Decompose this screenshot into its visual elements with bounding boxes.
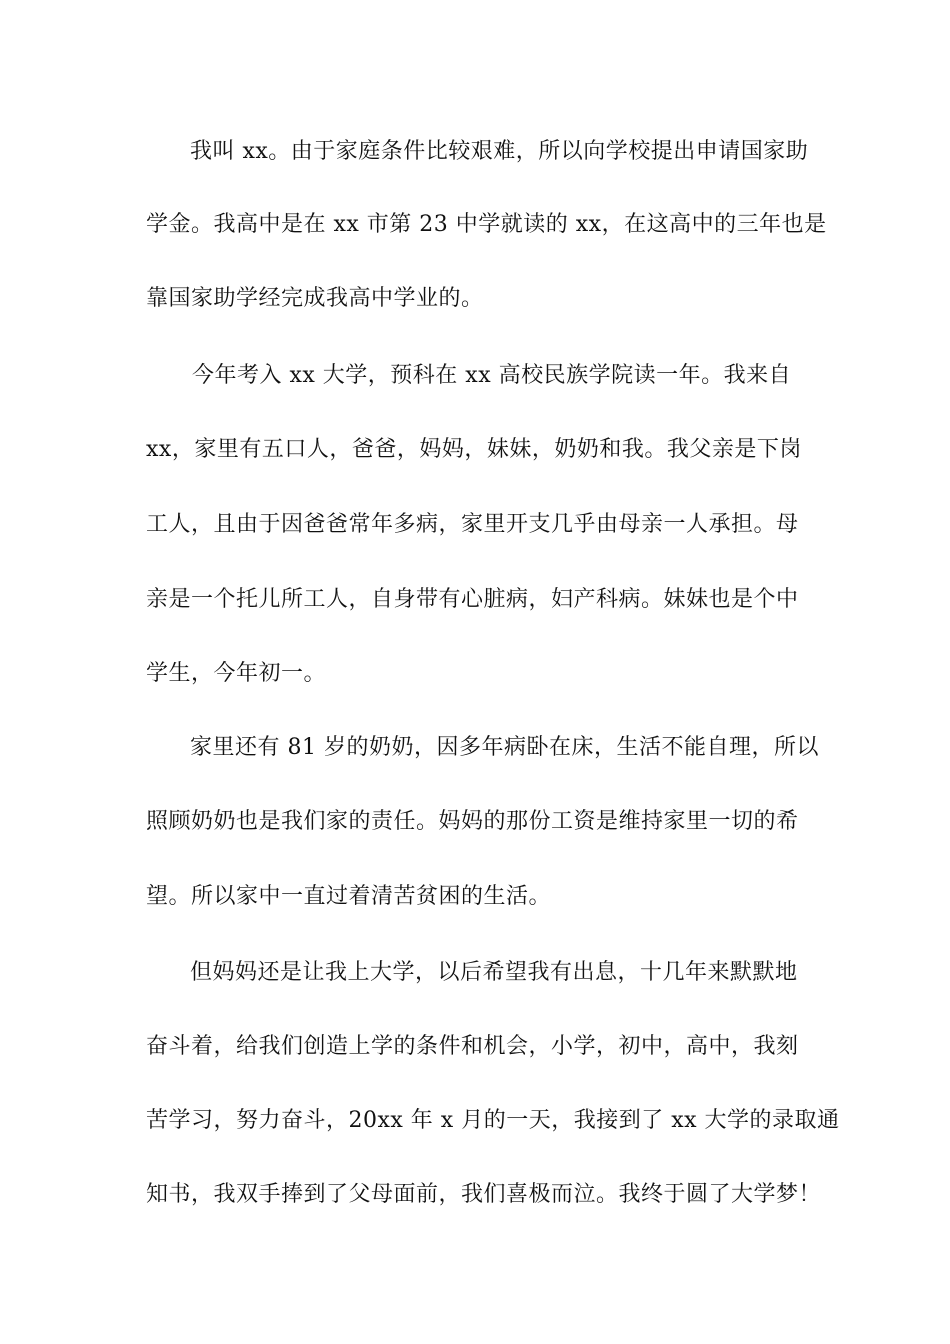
paragraph-4-line-2: 奋斗着，给我们创造上学的条件和机会，小学，初中，高中，我刻 — [146, 1034, 799, 1059]
paragraph-4-line-1: 但妈妈还是让我上大学，以后希望我有出息，十几年来默默地 — [190, 960, 798, 985]
paragraph-3-line-1: 家里还有 81 岁的奶奶，因多年病卧在床，生活不能自理，所以 — [190, 735, 819, 760]
paragraph-2-line-3: 工人，且由于因爸爸常年多病，家里开支几乎由母亲一人承担。母 — [146, 512, 799, 537]
paragraph-1-line-2: 学金。我高中是在 xx 市第 23 中学就读的 xx，在这高中的三年也是 — [146, 212, 827, 237]
paragraph-4-line-3: 苦学习，努力奋斗，20xx 年 x 月的一天，我接到了 xx 大学的录取通 — [146, 1108, 840, 1133]
paragraph-4-line-4: 知书，我双手捧到了父母面前，我们喜极而泣。我终于圆了大学梦！ — [146, 1182, 822, 1207]
paragraph-2-line-5: 学生，今年初一。 — [146, 661, 327, 686]
paragraph-1-line-3: 靠国家助学经完成我高中学业的。 — [146, 286, 484, 311]
paragraph-3-line-3: 望。所以家中一直过着清苦贫困的生活。 — [146, 884, 552, 909]
paragraph-2-line-1: 今年考入 xx 大学，预科在 xx 高校民族学院读一年。我来自 — [192, 363, 792, 388]
paragraph-1-line-1: 我叫 xx。由于家庭条件比较艰难，所以向学校提出申请国家助 — [190, 139, 809, 164]
paragraph-3-line-2: 照顾奶奶也是我们家的责任。妈妈的那份工资是维持家里一切的希 — [146, 809, 799, 834]
paragraph-2-line-2: xx，家里有五口人，爸爸，妈妈，妹妹，奶奶和我。我父亲是下岗 — [146, 437, 802, 462]
paragraph-2-line-4: 亲是一个托儿所工人，自身带有心脏病，妇产科病。妹妹也是个中 — [146, 587, 799, 612]
